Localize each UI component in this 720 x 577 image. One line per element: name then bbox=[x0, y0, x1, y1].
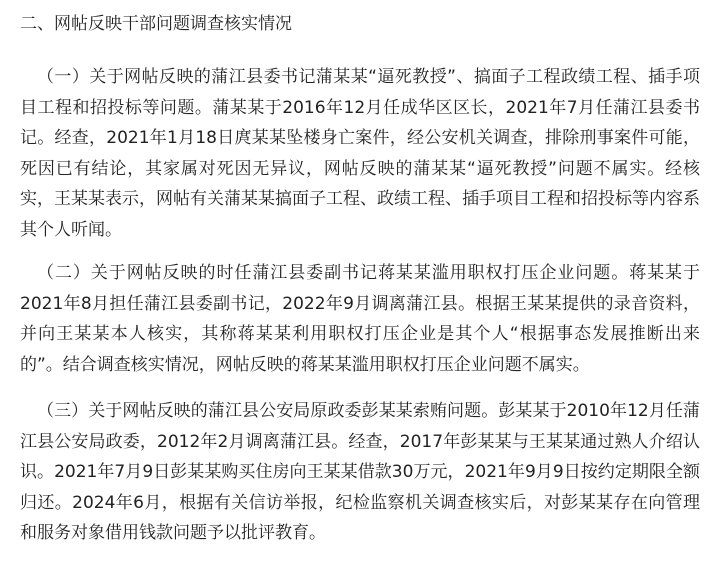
paragraph-1: （一）关于网帖反映的蒲江县委书记蒲某某“逼死教授”、搞面子工程政绩工程、插手项目工程和招投标等问题。蒲某某于2016年12月任成华区区长，2021年7月任蒲江县委书记。经查，2021年1月18日庹某某坠楼身亡案件，经公安机关调查，排除刑事案件可能，死因已有结论，其家属对死因无异议，网帖反映的蒲某某“逼死教授”问题不属实。经核实，王某某表示，网帖有关蒲某某搞面子工程、政绩工程、插手项目工程和招投标等内容系其个人听闻。 bbox=[20, 67, 700, 240]
section-heading: 二、网帖反映干部问题调查核实情况 bbox=[20, 14, 292, 34]
paragraph-3: （三）关于网帖反映的蒲江县公安局原政委彭某某索贿问题。彭某某于2010年12月任蒲江县公安局政委，2012年2月调离蒲江县。经查，2017年彭某某与王某某通过熟人介绍认识。2021年7月9日彭某某购买住房向王某某借款30万元，2021年9月9日按约定期限全额归还。2024年6月，根据有关信访举报，纪检监察机关调查核实后，对彭某某存在向管理和服务对象借用钱款问题予以批评教育。 bbox=[20, 401, 700, 543]
paragraph-2: （二）关于网帖反映的时任蒲江县委副书记蒋某某滥用职权打压企业问题。蒋某某于2021年8月担任蒲江县委副书记，2022年9月调离蒲江县。根据王某某提供的录音资料，并向王某某本人核实，其称蒋某某利用职权打压企业是其个人“根据事态发展推断出来的”。结合调查核实情况，网帖反映的蒋某某滥用职权打压企业问题不属实。 bbox=[20, 263, 700, 375]
